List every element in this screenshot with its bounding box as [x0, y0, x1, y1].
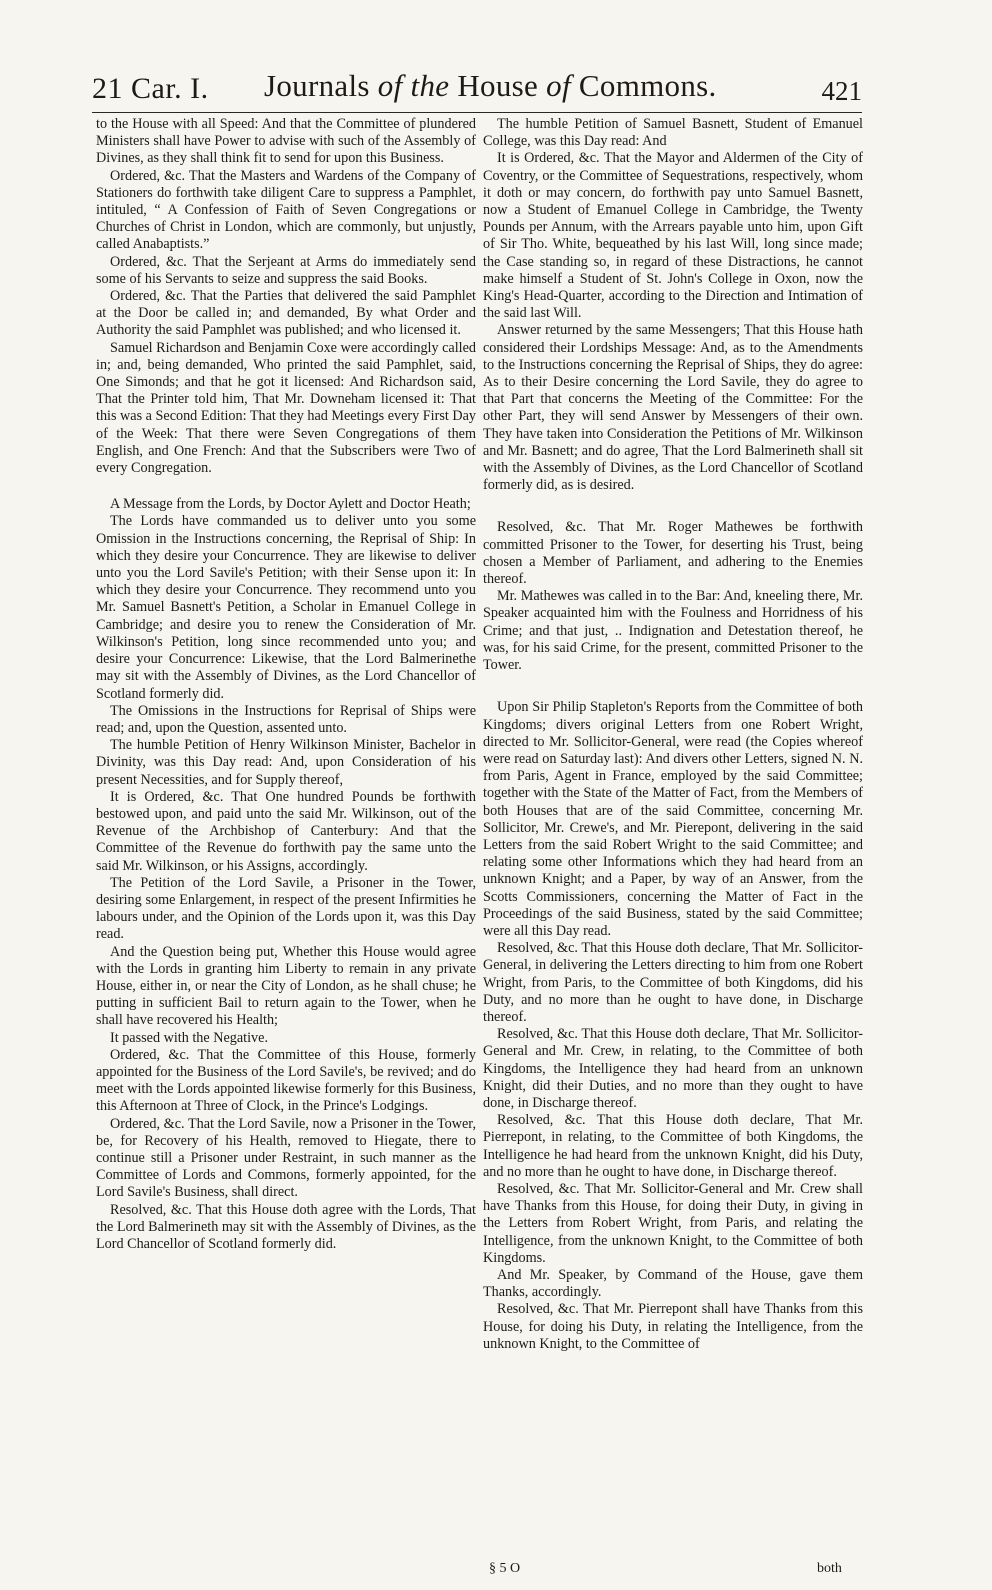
paragraph: The Petition of the Lord Savile, a Prisoner in the Tower, desiring some Enlargement, in respect of the present Infirmities he labours under, and the Opinion of the Lords upon it, was this Day read. [96, 874, 476, 943]
paragraph: Ordered, &c. That the Committee of this House, formerly appointed for the Business of the Lord Savile's, be revived; and do meet with the Lords appointed likewise formerly for this Business, this Afternoon at Three of Clock, in the Prince's Lodgings. [96, 1046, 476, 1115]
paragraph: The humble Petition of Samuel Basnett, Student of Emanuel College, was this Day read: And [483, 116, 863, 150]
paragraph: A Message from the Lords, by Doctor Aylett and Doctor Heath; [110, 496, 471, 513]
paragraph: Resolved, &c. That this House doth declare, That Mr. Sollicitor-General and Mr. Crew, in relating, to the Committee of both Kingdoms, the Intelligence they had heard from an unknown Knight, did their Duties, and no more than they ought to have done, in Discharge thereof. [483, 1026, 863, 1111]
paragraph: Ordered, &c. That the Parties that delivered the said Pamphlet at the Door be called in; and demanded, By what Order and Authority the said Pamphlet was published; and who licensed it. [96, 288, 476, 339]
title-of: of [377, 68, 403, 103]
title-the: the [402, 68, 458, 103]
paragraph: Samuel Richardson and Benjamin Coxe were accordingly called in; and, being demanded, Who printed the said Pamphlet, said, One Simonds; and that he got it licensed: And Richardson said, That the Printer told him, That Mr. Downeham licensed it: That this was a Second Edition: That they had Meetings every First Day of the Week: That there were Seven Congregations of them English, and One French: And that the Subscribers were Two of every Congregation. [96, 339, 477, 477]
paragraph: The humble Petition of Henry Wilkinson Minister, Bachelor in Divinity, was this Day read: And, upon Consideration of his present Necessities, and for Supply thereof, [96, 737, 476, 788]
paragraph: The Lords have commanded us to deliver unto you some Omission in the Instructions concerning, the Reprisal of Ship: In which they desire your Concurrence. They are likewise to deliver unto you the Lord Savile's Petition; with their Sense upon it: In which they desire your Concurrence. They recommend unto you Mr. Samuel Basnett's Petition, a Scholar in Emanuel College in Cambridge; and desire you to renew the Consideration of Mr. Wilkinson's Petition, long since recommended unto you; and desire your Concurrence: Likewise, that the Lord Balmerinethe may sit with the Assembly of Divines, as the Lord Chancellor of Scotland formerly did. [96, 513, 476, 702]
paragraph: Resolved, &c. That Mr. Roger Mathewes be forthwith committed Prisoner to the Tower, for deserting his Trust, being chosen a Member of Parliament, and adhering to the Enemies thereof. [483, 519, 863, 588]
paragraph: Answer returned by the same Messengers; That this House hath considered their Lordships Message: And, as to the Amendments to the Instructions concerning the Reprisal of Ships, they do agree: As to their Desire concerning the Lord Savile, they do agree to that Part that concerns the Meeting of the Committee: For the other Part, they will send Answer by Messengers of their own. They have taken into Consideration the Petitions of Mr. Wilkinson and Mr. Basnett; and do agree, That the Lord Balmerineth shall sit with the Assembly of Divines, as the Lord Chancellor of Scotland formerly did, as is desired. [483, 322, 863, 494]
page-header [92, 68, 862, 113]
journal-title [264, 68, 717, 104]
paragraph: And the Question being put, Whether this House would agree with the Lords in granting him Liberty to remain in any private House, either in, or near the City of London, as he shall chuse; he putting in sufficient Bail to return again to the Tower, when he shall have recovered his Health; [96, 943, 476, 1029]
paragraph: Resolved, &c. That Mr. Sollicitor-General and Mr. Crew shall have Thanks from this House, for doing their Duty, in giving in the Letters from Robert Wright, from Paris, and relating the Intelligence, from the unknown Knight, to the Committee of both Kingdoms. [483, 1180, 863, 1266]
paragraph: Ordered, &c. That the Serjeant at Arms do immediately send some of his Servants to seize and suppress the said Books. [96, 253, 476, 287]
catchword: both [817, 1561, 842, 1576]
paragraph: Ordered, &c. That the Lord Savile, now a Prisoner in the Tower, be, for Recovery of his Health, removed to Hiegate, there to continue still a Prisoner under Restraint, in such manner as the Committee of Lords and Commons, formerly appointed, for the Lord Savile's Business, shall direct. [96, 1115, 476, 1201]
regnal-year: 21 Car. I. [92, 72, 209, 105]
title-house: House [457, 68, 539, 103]
paragraph: It passed with the Negative. [110, 1029, 268, 1046]
paragraph: to the House with all Speed: And that the Committee of plundered Ministers shall have Power to advise with such of the Assembly of Divines, as they shall think fit to send for upon this Business. [96, 116, 476, 167]
paragraph: And Mr. Speaker, by Command of the House, gave them Thanks, accordingly. [483, 1267, 863, 1301]
paragraph: Resolved, &c. That this House doth declare, That Mr. Sollicitor-General, in delivering the Letters directing to him from one Robert Wright, from Paris, to the Committee of both Kingdoms, did his Duty, and no more than he ought to have done, in Discharge thereof. [483, 940, 863, 1025]
paragraph: Resolved, &c. That Mr. Pierrepont shall have Thanks from this House, for doing his Duty, in relating the Intelligence, from the unknown Knight, to the Committee of [483, 1301, 863, 1352]
paragraph: Ordered, &c. That the Masters and Wardens of the Company of Stationers do forthwith take diligent Care to suppress a Pamphlet, intituled, “ A Confession of Faith of Seven Congregations or Churches of Christ in London, which are commonly, but unjustly, called Anabaptists.” [96, 167, 476, 253]
title-of-2: of [538, 68, 579, 103]
paragraph: It is Ordered, &c. That One hundred Pounds be forthwith bestowed upon, and paid unto the said Mr. Wilkinson, out of the Revenue of the Archbishop of Canterbury: And that the Committee of the Revenue do forthwith pay the same unto the said Mr. Wilkinson, or his Assigns, accordingly. [96, 788, 476, 874]
paragraph: Mr. Mathewes was called in to the Bar: And, kneeling there, Mr. Speaker acquainted him with the Foulness and Horridness of his Crime; and that just, .. Indignation and Detestation thereof, he was, for his said Crime, for the present, committed Prisoner to the Tower. [483, 588, 863, 674]
right-column [483, 116, 863, 1353]
paragraph: The Omissions in the Instructions for Reprisal of Ships were read; and, upon the Question, assented unto. [96, 702, 476, 736]
left-column [96, 116, 476, 1253]
paragraph: It is Ordered, &c. That the Mayor and Aldermen of the City of Coventry, or the Committee of Sequestrations, respectively, whom it doth or may concern, do forthwith pay unto Samuel Basnett, now a Student of Emanuel College in Cambridge, the Twenty Pounds per Annum, with the Arrears payable unto him, upon Gift of Sir Tho. White, bequeathed by his last Will, long since made; the Case standing so, in regard of these Distractions, he cannot make himself a Student of St. John's College in Oxon, now the King's Head-Quarter, according to the Direction and Intimation of the said last Will. [483, 150, 863, 322]
title-commons: Commons. [578, 68, 717, 103]
signature-mark: § 5 O [489, 1561, 521, 1576]
page-number: 421 [821, 76, 862, 106]
paragraph: Resolved, &c. That this House doth agree with the Lords, That the Lord Balmerineth may sit with the Assembly of Divines, as the Lord Chancellor of Scotland formerly did. [96, 1201, 476, 1252]
paragraph: Resolved, &c. That this House doth declare, That Mr. Pierrepont, in relating, to the Committee of both Kingdoms, the Intelligence he had heard from the unknown Knight, did his Duty, and no more than he ought to have done, in Discharge thereof. [483, 1112, 863, 1180]
title-journals: Journals [264, 68, 378, 103]
paragraph: Upon Sir Philip Stapleton's Reports from the Committee of both Kingdoms; divers original Letters from one Robert Wright, directed to Mr. Sollicitor-General, were read (the Copies whereof were read on Saturday last): And divers other Letters, signed N. N. from Paris, Agent in France, employed by the said Committee; together with the State of the Matter of Fact, from the Members of both Houses that are of the said Committee, concerning Mr. Sollicitor, Mr. Crewe's, and Mr. Pierepont, delivering in the said Letters from the said Robert Wright to the said Committee; and relating some other Informations which they had heard from an unknown Knight; and a Paper, by way of an Answer, from the Scotts Commissioners, concerning the Matter of Fact in the Proceedings of the said Business, stated by the said Committee; were all this Day read. [483, 699, 863, 939]
